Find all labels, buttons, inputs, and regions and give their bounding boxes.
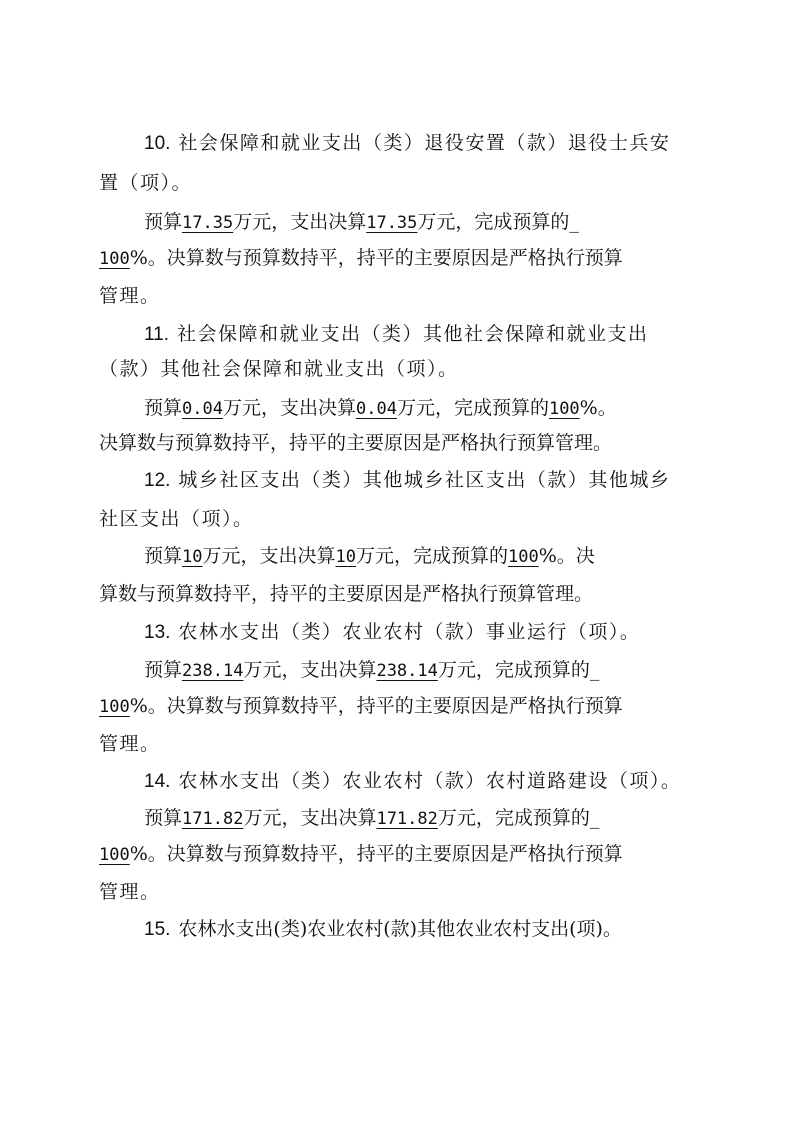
item-13-body [0, 653, 793, 687]
item-12-heading [0, 463, 793, 497]
item-12-heading-cont [0, 502, 793, 536]
text: 算数与预算数持平，持平的主要原因是严格执行预算管理。 [99, 583, 594, 605]
item-title: 农林水支出(类)农业农村(款)其他农业农村支出(项)。 [178, 918, 622, 940]
text: %。决算数与预算数持平，持平的主要原因是严格执行预算 [129, 843, 623, 865]
item-11-heading-cont [0, 352, 793, 386]
item-title: 置（项）。 [99, 172, 193, 194]
item-10-heading-cont [0, 166, 793, 200]
budget-value: 238.14 [182, 661, 244, 681]
item-10-body [0, 205, 793, 239]
budget-value: 17.35 [182, 213, 234, 233]
text: 管理。 [99, 733, 161, 755]
budget-value: 171.82 [182, 809, 244, 829]
item-10-heading [0, 126, 793, 160]
item-number: 13. [144, 622, 171, 643]
text: 万元，完成预算的_ [437, 659, 600, 681]
completion-rate: 100 [99, 697, 130, 717]
item-number: 12. [144, 470, 171, 491]
text: 万元，完成预算的_ [417, 211, 579, 233]
text: 万元，完成预算的 [396, 397, 549, 419]
item-13-heading [0, 615, 793, 649]
item-11-body-cont [0, 426, 793, 460]
text: 万元，支出决算 [243, 659, 377, 681]
item-title: 农林水支出（类）农业农村（款）事业运行（项）。 [178, 621, 641, 643]
actual-value: 238.14 [376, 661, 438, 681]
budget-value: 10 [182, 547, 203, 567]
text: 预算 [144, 211, 183, 233]
item-title: 农林水支出（类）农业农村（款）农村道路建设（项）。 [178, 770, 682, 792]
item-title: 社区支出（项）。 [99, 508, 254, 530]
text: %。决算数与预算数持平，持平的主要原因是严格执行预算 [129, 695, 623, 717]
item-11-heading [0, 317, 793, 351]
item-13-body-cont [0, 689, 793, 723]
item-title: 城乡社区支出（类）其他城乡社区支出（款）其他城乡 [178, 469, 671, 491]
completion-rate: 100 [99, 845, 130, 865]
text: 万元，支出决算 [222, 397, 356, 419]
text: 决算数与预算数持平，持平的主要原因是严格执行预算管理。 [99, 432, 613, 454]
text: 预算 [144, 659, 183, 681]
item-number: 10. [144, 133, 171, 154]
text: 预算 [144, 397, 183, 419]
item-11-body [0, 391, 793, 425]
text: 预算 [144, 807, 183, 829]
text: %。决 [538, 545, 595, 567]
text: 万元，支出决算 [202, 545, 336, 567]
item-10-body-end [0, 279, 793, 313]
actual-value: 10 [335, 547, 356, 567]
item-15-heading [0, 912, 793, 946]
budget-value: 0.04 [182, 399, 223, 419]
completion-rate: 100 [99, 249, 130, 269]
item-12-body-cont [0, 577, 793, 611]
text: %。 [579, 397, 617, 419]
item-14-body-cont [0, 837, 793, 871]
text: 万元，完成预算的_ [437, 807, 600, 829]
item-13-body-end [0, 727, 793, 761]
item-number: 11. [144, 324, 170, 345]
item-title: （款）其他社会保障和就业支出（项）。 [99, 358, 459, 380]
actual-value: 17.35 [366, 213, 418, 233]
completion-rate: 100 [548, 399, 580, 419]
item-title: 社会保障和就业支出（类）退役安置（款）退役士兵安 [178, 132, 671, 154]
text: 万元，支出决算 [233, 211, 367, 233]
item-number: 14. [144, 771, 171, 792]
item-14-heading [0, 764, 793, 798]
text: 万元，完成预算的 [356, 545, 509, 567]
text: 预算 [144, 545, 183, 567]
text: %。决算数与预算数持平，持平的主要原因是严格执行预算 [129, 247, 623, 269]
item-title: 社会保障和就业支出（类）其他社会保障和就业支出 [177, 323, 649, 345]
item-10-body-cont [0, 241, 793, 275]
item-number: 15. [144, 919, 171, 940]
actual-value: 171.82 [376, 809, 438, 829]
actual-value: 0.04 [355, 399, 397, 419]
item-14-body [0, 801, 793, 835]
item-12-body [0, 539, 793, 573]
item-14-body-end [0, 875, 793, 909]
completion-rate: 100 [508, 547, 539, 567]
text: 管理。 [99, 285, 161, 307]
text: 管理。 [99, 881, 161, 903]
text: 万元，支出决算 [243, 807, 377, 829]
